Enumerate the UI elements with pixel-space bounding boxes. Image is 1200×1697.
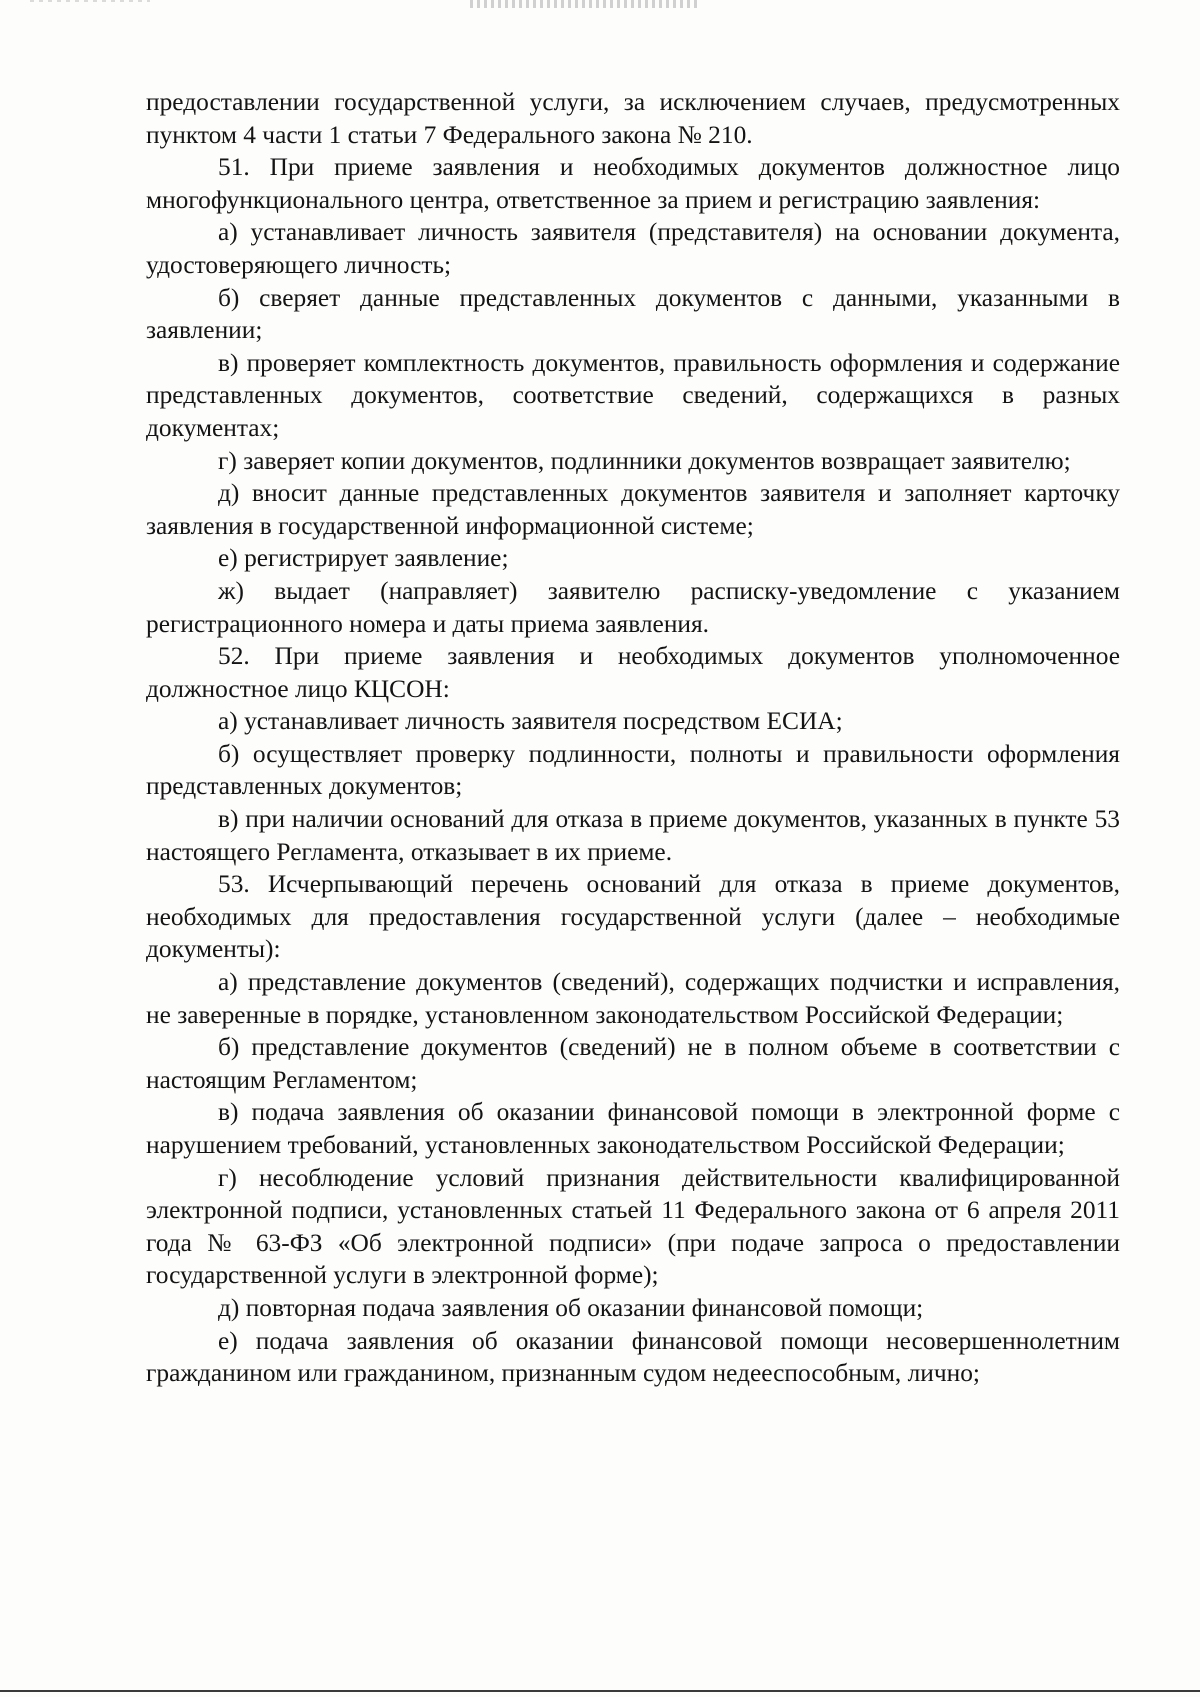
list-item-51-a: а) устанавливает личность заявителя (представителя) на основании документа, удостоверяющего личность; bbox=[146, 218, 1120, 279]
list-item-53-e: е) подача заявления об оказании финансовой помощи несовершеннолетним гражданином или гражданином, признанным судом недееспособным, лично; bbox=[146, 1326, 1120, 1388]
list-item-52-a: а) устанавливает личность заявителя посредством ЕСИА; bbox=[218, 707, 843, 736]
scan-artifact-top bbox=[470, 0, 700, 8]
list-item-51-g: г) заверяет копии документов, подлинники документов возвращает заявителю; bbox=[218, 446, 1071, 475]
paragraph-clause-51: 51. При приеме заявления и необходимых документов должностное лицо многофункционального центра, ответственное за прием и регистрацию заявления: bbox=[146, 153, 1120, 214]
paragraph-continuation: предоставлении государственной услуги, за исключением случаев, предусмотренных пунктом 4 части 1 статьи 7 Федерального закона № 210. bbox=[146, 88, 1120, 149]
scan-artifact-top-left bbox=[30, 0, 150, 2]
list-item-51-d: д) вносит данные представленных документов заявителя и заполняет карточку заявления в государственной информационной системе; bbox=[146, 479, 1120, 540]
list-item-52-v: в) при наличии оснований для отказа в приеме документов, указанных в пункте 53 настоящего Регламента, отказывает в их приеме. bbox=[146, 805, 1120, 866]
paragraph-clause-52: 52. При приеме заявления и необходимых документов уполномоченное должностное лицо КЦСОН: bbox=[146, 642, 1120, 703]
list-item-53-a: а) представление документов (сведений), содержащих подчистки и исправления, не заверенные в порядке, установленном законодательством Российской Федерации; bbox=[146, 968, 1120, 1029]
paragraph-clause-53: 53. Исчерпывающий перечень оснований для отказа в приеме документов, необходимых для предоставления государственной услуги (далее – необходимые документы): bbox=[146, 870, 1120, 964]
document-text-body bbox=[146, 86, 1120, 1390]
list-item-53-v: в) подача заявления об оказании финансовой помощи в электронной форме с нарушением требований, установленных законодательством Российской Федерации; bbox=[146, 1098, 1120, 1159]
list-item-52-b: б) осуществляет проверку подлинности, полноты и правильности оформления представленных документов; bbox=[146, 739, 1120, 801]
list-item-51-v: в) проверяет комплектность документов, правильность оформления и содержание представленных документов, соответствие сведений, содержащихся в разных документах; bbox=[146, 348, 1120, 442]
scan-bottom-edge bbox=[0, 1690, 1200, 1692]
list-item-51-e: е) регистрирует заявление; bbox=[218, 544, 509, 573]
list-item-51-b: б) сверяет данные представленных документов с данными, указанными в заявлении; bbox=[146, 283, 1120, 345]
list-item-53-g: г) несоблюдение условий признания действительности квалифицированной электронной подписи, установленных статьей 11 Федерального закона от 6 апреля 2011 года № 63-ФЗ «Об электронной подписи» (при подаче запроса о предоставлении государственной услуги в электронной форме); bbox=[146, 1163, 1120, 1290]
list-item-51-zh: ж) выдает (направляет) заявителю расписку-уведомление с указанием регистрационного номера и даты приема заявления. bbox=[146, 576, 1120, 638]
list-item-53-b: б) представление документов (сведений) не в полном объеме в соответствии с настоящим Регламентом; bbox=[146, 1033, 1120, 1094]
list-item-53-d: д) повторная подача заявления об оказании финансовой помощи; bbox=[218, 1293, 924, 1322]
